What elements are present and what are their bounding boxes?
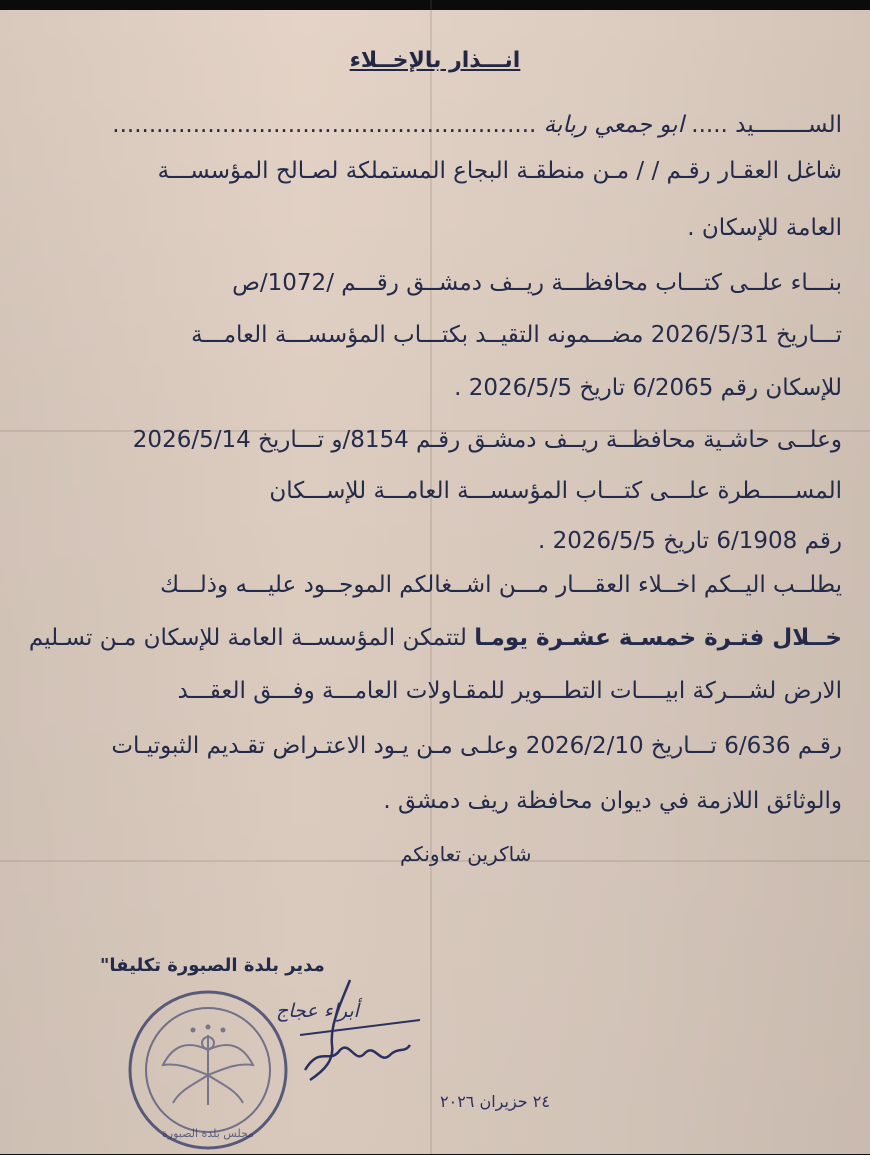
recipient-label: الســــــــيد xyxy=(735,112,842,138)
body-line: بنـــاء علــى كتـــاب محافظـــة ريــف دمشــق رقـــم /1072/ص xyxy=(232,270,842,296)
body-line: خــلال فتـرة خمسـة عشـرة يومـا لتتمكن المؤسســة العامة للإسكان مـن تسـليم xyxy=(28,625,842,651)
body-line: والوثائق اللازمة في ديوان محافظة ريف دمشق . xyxy=(383,788,842,814)
signatory-title: مدير بلدة الصبورة تكليفا" xyxy=(100,955,325,976)
body-line: للإسكان رقم 6/2065 تاريخ 2026/5/5 . xyxy=(454,375,842,401)
body-line: وعلــى حاشـية محافظــة ريــف دمشـق رقـم 8154/و تـــاريخ 2026/5/14 xyxy=(132,427,842,453)
handwritten-date: ٢٤ حزيران ٢٠٢٦ xyxy=(440,1092,550,1111)
top-dark-border xyxy=(0,0,870,10)
recipient-line: الســــــــيد ..... ابو جمعي ربابة .......................................................... xyxy=(112,112,842,138)
body-line: الارض لشـــركة ابيــــات التطـــوير للمقـاولات العامـــة وفـــق العقـــد xyxy=(177,678,842,704)
recipient-name: ابو جمعي ربابة xyxy=(543,112,684,138)
body-line: رقم 6/1908 تاريخ 2026/5/5 . xyxy=(538,528,842,554)
seal-text: مجلس بلدة الصبورة xyxy=(162,1127,254,1140)
body-line: العامة للإسكان . xyxy=(687,215,842,241)
handwritten-signature xyxy=(270,975,430,1085)
body-line: المســـــطرة علـــى كتـــاب المؤسســـة العامـــة للإســـكان xyxy=(269,478,842,504)
deadline-text: خــلال فتـرة خمسـة عشـرة يومـا xyxy=(474,625,842,651)
body-line: رقـم 6/636 تـــاريخ 2026/2/10 وعلـى مـن يـود الاعتـراض تقـديم الثبوتيـات xyxy=(111,733,842,759)
body-line: شاغل العقـار رقـم / / مـن منطقـة البجاع المستملكة لصـالح المؤسســـة xyxy=(157,158,842,184)
body-line: يطلــب اليــكم اخــلاء العقـــار مـــن اشــغالكم الموجــود عليـــه وذلـــك xyxy=(160,572,842,598)
document-title: انـــذار بالإخــلاء xyxy=(349,48,521,73)
closing-thanks: شاكرين تعاونكم xyxy=(400,842,532,866)
body-line: تـــاريخ 2026/5/31 مضـــمونه التقيــد بكتـــاب المؤسســـة العامـــة xyxy=(191,322,842,348)
signatory-name: أبراء عجاج xyxy=(276,1000,359,1022)
